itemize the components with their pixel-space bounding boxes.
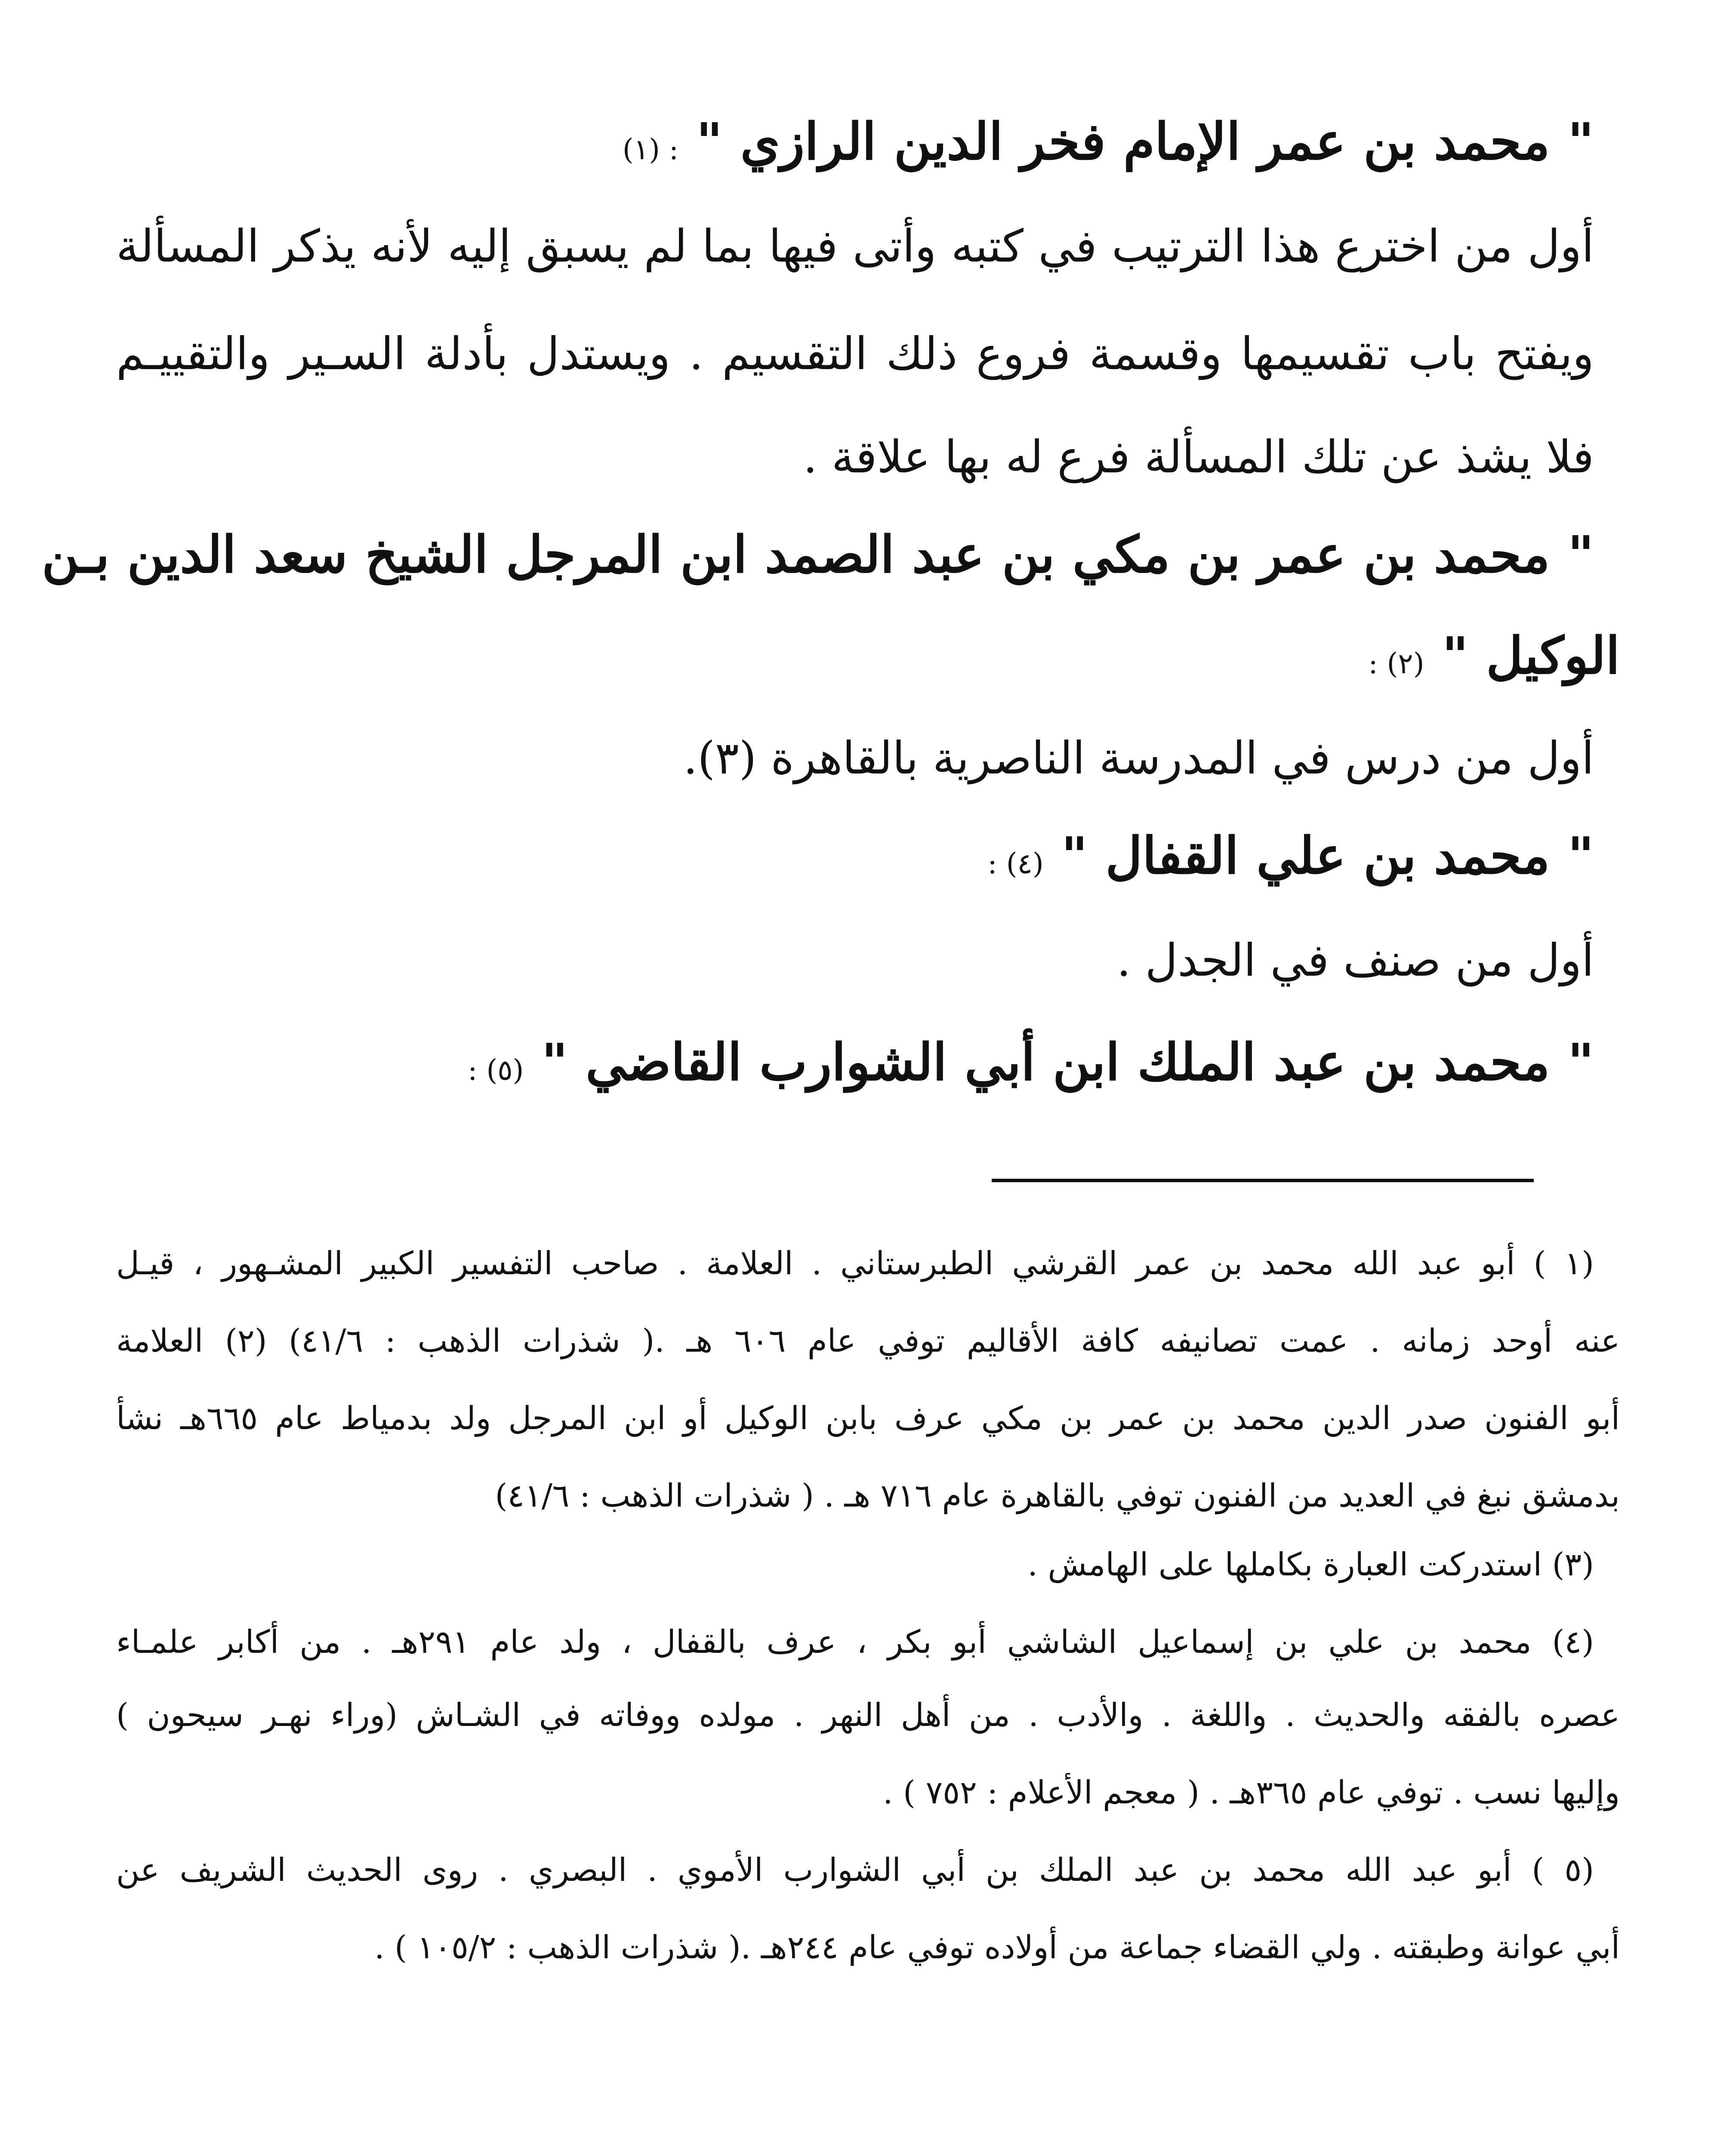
paragraph-line: ويفتح باب تقسيمها وقسمة فروع ذلك التقسيم . ويستدل بأدلة السـير والتقييـم xyxy=(116,327,1594,380)
footnote-line: (٣) استدركت العبارة بكاملها على الهامش . xyxy=(1027,1546,1594,1583)
footnote-line: أبو الفنون صدر الدين محمد بن عمر بن مكي عرف بابن الوكيل أو ابن المرجل ولد بدمياط عام ٦٦٥هـ نشأ xyxy=(116,1400,1620,1437)
paragraph-line: أول من درس في المدرسة الناصرية بالقاهرة (٣). xyxy=(683,732,1594,784)
footnote-mark: (٤) : xyxy=(987,847,1044,880)
footnote-line: (٥ ) أبو عبد الله محمد بن عبد الملك بن أبي الشوارب الأموي . البصري . روى الحديث الشريف عن xyxy=(116,1852,1594,1889)
entry-heading-ibn-al-wakil: " محمد بن عمر بن مكي بن عبد الصمد ابن المرجل الشيخ سعد الدين بـن xyxy=(42,524,1594,584)
footnote-line: (٤) محمد بن علي بن إسماعيل الشاشي أبو بكر ، عرف بالقفال ، ولد عام ٢٩١هـ . من أكابر علمـاء xyxy=(116,1624,1594,1661)
entry-heading-ibn-abi-al-shawarib xyxy=(468,1032,1594,1092)
entry-heading-qaffal xyxy=(987,826,1594,885)
footnote-mark: (٥) : xyxy=(468,1054,524,1087)
footnote-line: أبي عوانة وطبقته . ولي القضاء جماعة من أولاده توفي عام ٢٤٤هـ .( شذرات الذهب : ١٠٥/٢ ) . xyxy=(374,1929,1620,1966)
heading-title: " محمد بن عمر الإمام فخر الدين الرازي " xyxy=(696,111,1594,171)
footnote-line: عصره بالفقه والحديث . واللغة . والأدب . من أهل النهر . مولده ووفاته في الشـاش (وراء نهـر سيحون ) xyxy=(116,1697,1620,1734)
paragraph-line: أول من اخترع هذا الترتيب في كتبه وأتى فيها بما لم يسبق إليه لأنه يذكر المسألة xyxy=(116,220,1594,272)
footnote-line: عنه أوحد زمانه . عمت تصانيفه كافة الأقاليم توفي عام ٦٠٦ هـ .( شذرات الذهب : ٤١/٦) (٢) العلامة xyxy=(116,1322,1620,1359)
heading-title: " محمد بن علي القفال " xyxy=(1061,826,1594,885)
footnote-line: بدمشق نبغ في العديد من الفنون توفي بالقاهرة عام ٧١٦ هـ . ( شذرات الذهب : ٤١/٦) xyxy=(495,1477,1620,1514)
footnote-mark: : (١) xyxy=(622,133,679,166)
paragraph-line: أول من صنف في الجدل . xyxy=(1116,934,1594,986)
footnote-line: وإليها نسب . توفي عام ٣٦٥هـ . ( معجم الأعلام : ٧٥٢ ) . xyxy=(883,1774,1620,1811)
entry-heading-razi xyxy=(622,111,1594,171)
footnote-separator xyxy=(992,1179,1534,1182)
footnote-mark: (٢) : xyxy=(1368,647,1425,680)
heading-title: الوكيل " xyxy=(1442,626,1620,685)
heading-title: " محمد بن عبد الملك ابن أبي الشوارب القاضي " xyxy=(541,1032,1594,1092)
paragraph-line: فلا يشذ عن تلك المسألة فرع له بها علاقة . xyxy=(803,431,1594,483)
entry-heading-ibn-al-wakil-cont xyxy=(1368,626,1620,685)
footnote-line: (١ ) أبو عبد الله محمد بن عمر القرشي الطبرستاني . العلامة . صاحب التفسير الكبير المشـهور ، قيـل xyxy=(116,1245,1594,1282)
